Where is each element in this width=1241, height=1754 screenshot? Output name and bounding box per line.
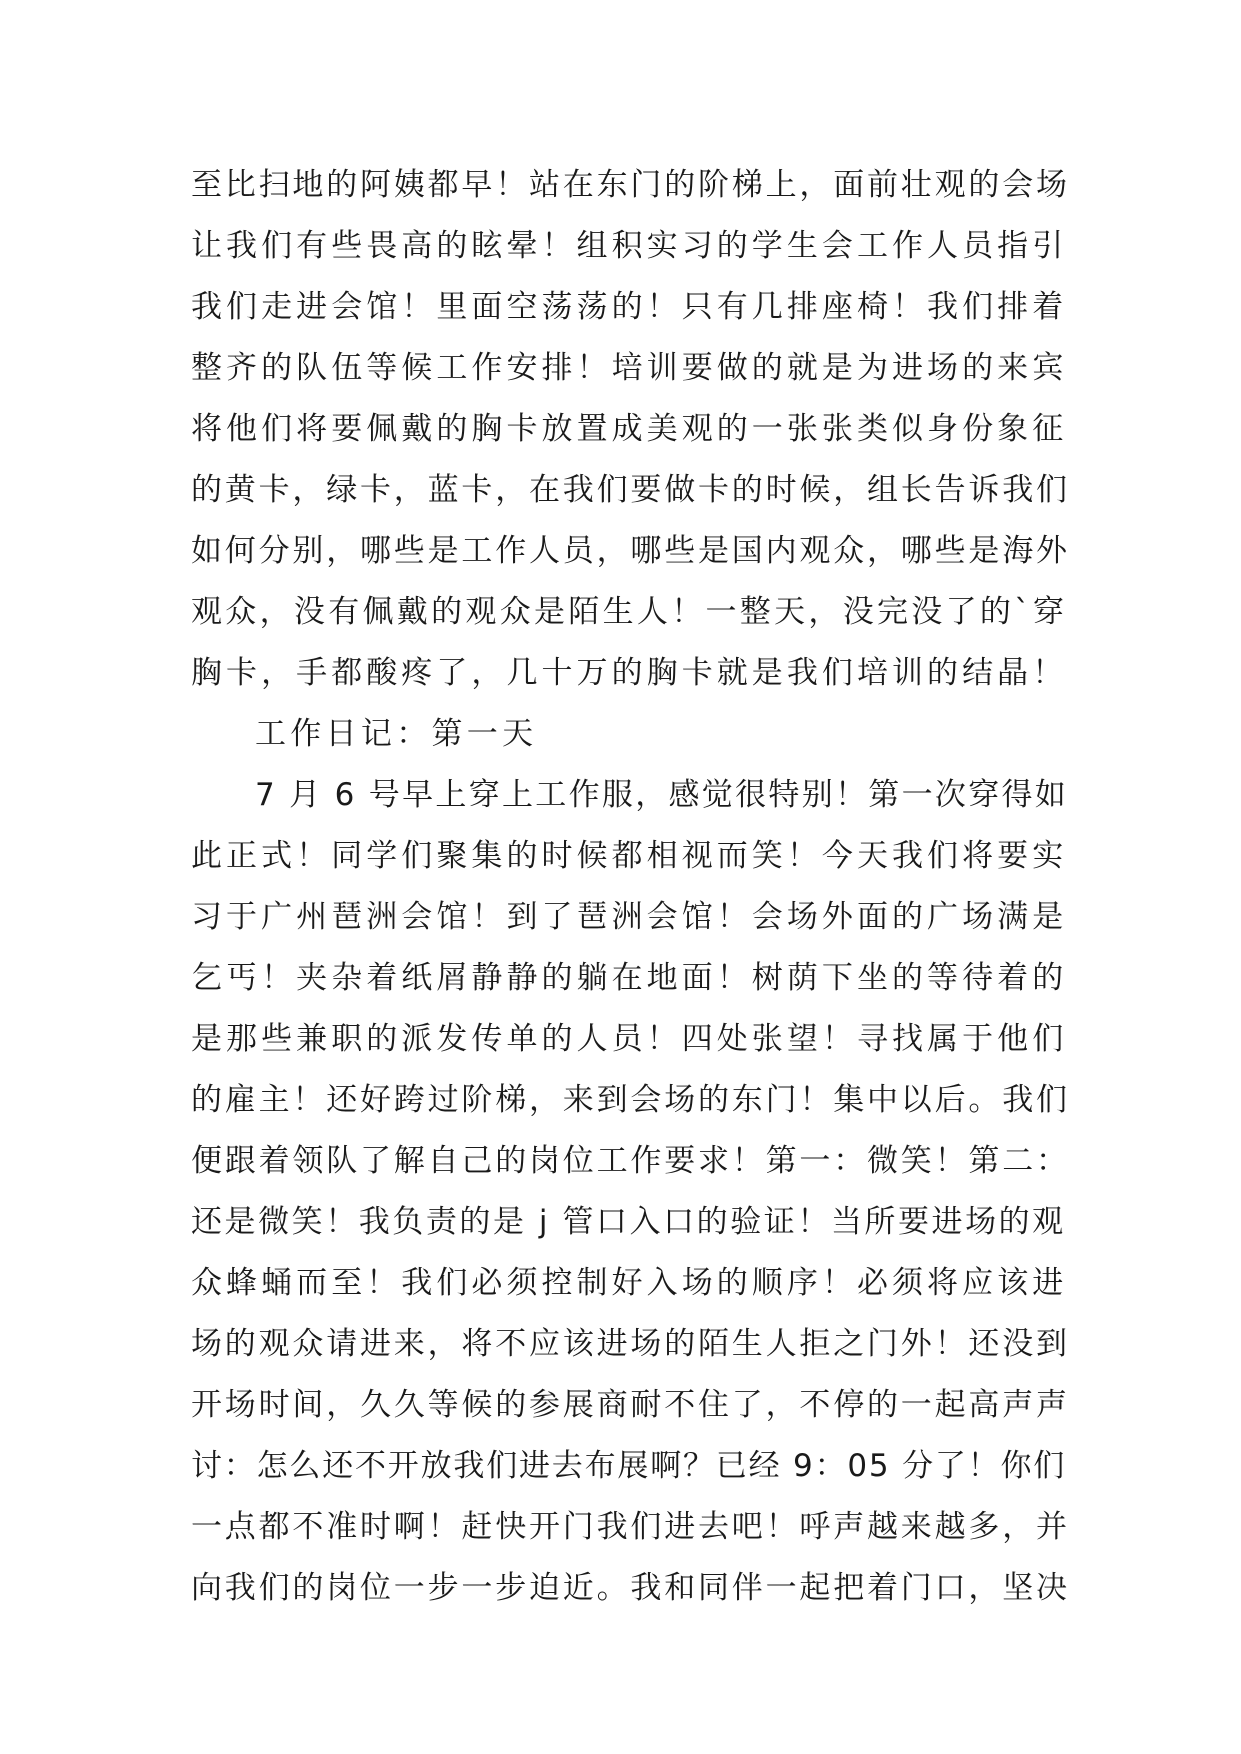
text-line: 是那些兼职的派发传单的人员！四处张望！寻找属于他们 [191, 1021, 1068, 1057]
paragraph-first-line: 7 月 6 号早上穿上工作服，感觉很特别！第一次穿得如 [255, 777, 1069, 813]
text-line: 众蜂蛹而至！我们必须控制好入场的顺序！必须将应该进 [191, 1265, 1068, 1301]
text-line: 场的观众请进来，将不应该进场的陌生人拒之门外！还没到 [191, 1326, 1070, 1362]
text-line: 的雇主！还好跨过阶梯，来到会场的东门！集中以后。我们 [191, 1082, 1070, 1118]
text-line: 向我们的岗位一步一步迫近。我和同伴一起把着门口，坚决 [191, 1570, 1070, 1606]
section-heading: 工作日记：第一天 [255, 716, 538, 752]
text-line: 让我们有些畏高的眩晕！组积实习的学生会工作人员指引 [191, 228, 1068, 264]
text-line: 观众，没有佩戴的观众是陌生人！一整天，没完没了的`穿 [191, 594, 1068, 630]
body-text [191, 155, 1071, 1619]
text-line: 如何分别，哪些是工作人员，哪些是国内观众，哪些是海外 [191, 533, 1070, 569]
text-line: 开场时间，久久等候的参展商耐不住了，不停的一起高声声 [191, 1387, 1070, 1423]
text-line: 至比扫地的阿姨都早！站在东门的阶梯上，面前壮观的会场 [191, 167, 1070, 203]
text-line: 胸卡，手都酸疼了，几十万的胸卡就是我们培训的结晶！ [191, 655, 1068, 691]
text-line: 便跟着领队了解自己的岗位工作要求！第一：微笑！第二： [191, 1143, 1070, 1179]
text-line: 的黄卡，绿卡，蓝卡，在我们要做卡的时候，组长告诉我们 [191, 472, 1070, 508]
text-line: 此正式！同学们聚集的时候都相视而笑！今天我们将要实 [191, 838, 1068, 874]
text-line: 我们走进会馆！里面空荡荡的！只有几排座椅！我们排着 [191, 289, 1068, 325]
text-line: 习于广州琶洲会馆！到了琶洲会馆！会场外面的广场满是 [191, 899, 1068, 935]
text-line: 整齐的队伍等候工作安排！培训要做的就是为进场的来宾 [191, 350, 1068, 386]
text-line: 讨：怎么还不开放我们进去布展啊？已经 9：05 分了！你们 [191, 1448, 1067, 1484]
text-line: 一点都不准时啊！赶快开门我们进去吧！呼声越来越多，并 [191, 1509, 1070, 1545]
text-line: 乞丐！夹杂着纸屑静静的躺在地面！树荫下坐的等待着的 [191, 960, 1068, 996]
text-line: 将他们将要佩戴的胸卡放置成美观的一张张类似身份象征 [191, 411, 1068, 447]
text-line: 还是微笑！我负责的是 j 管口入口的验证！当所要进场的观 [191, 1204, 1066, 1240]
